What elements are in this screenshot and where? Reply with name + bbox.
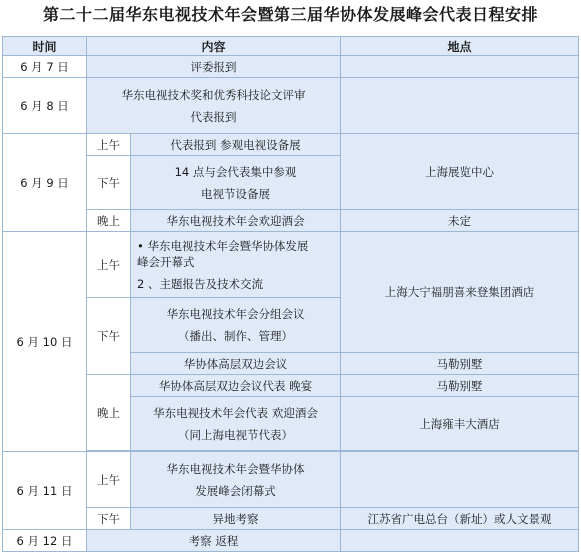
table-row [3,530,579,552]
content-cell [87,78,341,134]
table-row [3,134,579,156]
slot-cell: 上午 [87,134,131,156]
content-cell: 华协体高层双边会议 [131,353,341,375]
content-cell: 异地考察 [131,508,341,530]
table-row [3,452,579,508]
content-line: 华东电视技术年会分组会议 [166,307,305,321]
content-cell [131,298,341,353]
content-cell [131,397,341,451]
slot-cell: 上午 [87,452,131,508]
content-line: 14 点与会代表集中参观 [174,164,297,179]
table-row [3,78,579,134]
content-line: 发展峰会闭幕式 [195,483,276,498]
date-cell: 6 月 12 日 [3,530,87,552]
content-cell: 代表报到 参观电视设备展 [131,134,341,156]
location-cell [341,452,579,508]
location-cell: 江苏省广电总台（新址）或人文景观 [341,508,579,530]
content-line: （同上海电视节代表） [178,427,293,442]
table-row [3,56,579,78]
table-row [3,232,579,298]
location-cell: 上海大宁福朋喜来登集团酒店 [341,232,579,353]
content-cell: 华协体高层双边会议代表 晚宴 [131,375,341,397]
slot-cell: 下午 [87,156,131,210]
date-cell: 6 月 9 日 [3,134,87,232]
content-line: 代表报到 [190,109,237,124]
header-row [3,37,579,56]
slot-cell: 下午 [87,298,131,375]
location-cell [341,78,579,134]
location-cell: 上海雍丰大酒店 [341,397,579,451]
content-cell [131,452,341,508]
table-row [3,210,579,232]
content-line: 电视节设备展 [201,186,270,201]
content-line: 峰会开幕式 [137,254,195,269]
slot-cell: 晚上 [87,210,131,232]
location-cell: 未定 [341,210,579,232]
slot-cell: 晚上 [87,375,131,451]
content-cell: 考察 返程 [87,530,341,552]
location-cell: 马勒别墅 [341,353,579,375]
slot-cell: 下午 [87,508,131,530]
content-cell [131,156,341,210]
location-cell [341,530,579,552]
content-line: 2 、主题报告及技术交流 [137,276,263,291]
content-cell: 评委报到 [87,56,341,78]
date-cell: 6 月 11 日 [3,452,87,530]
schedule-table [2,36,579,552]
content-line: 华东电视技术年会代表 欢迎酒会 [153,405,318,420]
location-cell: 马勒别墅 [341,375,579,397]
date-cell: 6 月 10 日 [3,232,87,452]
date-cell: 6 月 8 日 [3,78,87,134]
content-line: （播出、制作、管理） [178,329,293,343]
content-cell [131,232,341,298]
location-header: 地点 [341,37,579,56]
table-row [3,375,579,397]
content-line: 华东电视技术年会暨华协体 [166,461,305,476]
content-header: 内容 [87,37,341,56]
content-line: 华东电视技术奖和优秀科技论文评审 [121,87,306,102]
content-line: • 华东电视技术年会暨华协体发展 [137,238,309,253]
page-title: 第二十二届华东电视技术年会暨第三届华协体发展峰会代表日程安排 [42,5,538,24]
location-cell [341,56,579,78]
location-cell: 上海展览中心 [341,134,579,210]
table-row [3,508,579,530]
date-cell: 6 月 7 日 [3,56,87,78]
content-cell: 华东电视技术年会欢迎酒会 [131,210,341,232]
time-header: 时间 [3,37,87,56]
slot-cell: 上午 [87,232,131,298]
